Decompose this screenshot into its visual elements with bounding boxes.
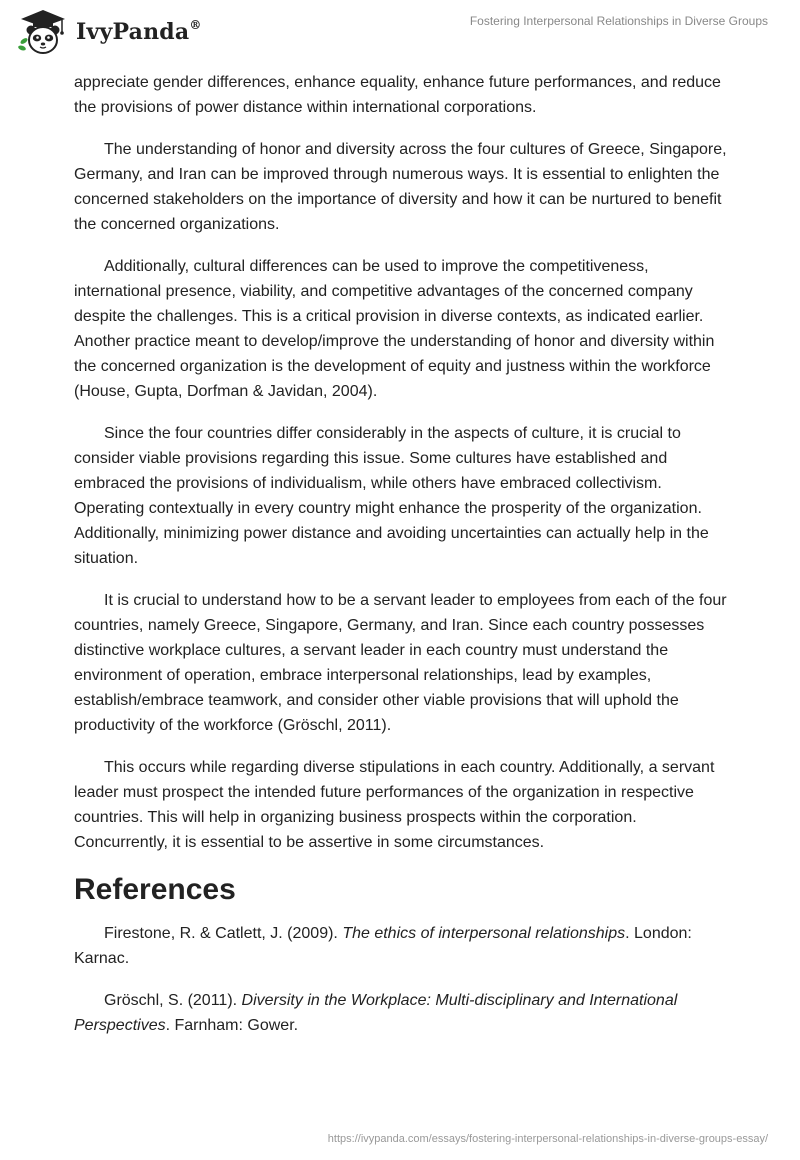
brand-text: IvyPanda [76,19,190,45]
reference-item [74,921,730,971]
registered-mark: ® [189,17,202,32]
source-url-link[interactable]: https://ivypanda.com/essays/fostering-interpersonal-relationships-in-diverse-groups-essay/ [327,1133,768,1145]
body-paragraph: Additionally, cultural differences can be used to improve the competitiveness, international presence, viability, and competitive advantages of the concerned company despite the challenges. This is a critical provision in diverse contexts, as indicated earlier. Another practice meant to develop/improve the understanding of honor and diversity within the concerned organization is the development of equity and justness within the workforce (House, Gupta, Dorfman & Javidan, 2004). [74,258,715,400]
body-paragraph: The understanding of honor and diversity across the four cultures of Greece, Singapore, Germany, and Iran can be improved through numerous ways. It is essential to enlighten the concerned stakeholders on the importance of diversity and how it can be nurtured to benefit the concerned organizations. [74,141,727,233]
references-heading: References [74,873,236,906]
body-paragraph: appreciate gender differences, enhance equality, enhance future performances, and reduce the provisions of power distance within international corporations. [74,74,721,116]
reference-title: Diversity in the Workplace: Multi-disciplinary and International Perspectives [74,992,678,1034]
body-paragraph: This occurs while regarding diverse stipulations in each country. Additionally, a servant leader must prospect the intended future performances of the organization in respective countries. This will help in organizing business prospects within the corporation. Concurrently, it is essential to be assertive in some circumstances. [74,759,715,851]
body-paragraph: Since the four countries differ considerably in the aspects of culture, it is crucial to consider viable provisions regarding this issue. Some cultures have established and embraced the provisions of individualism, while others have embraced collectivism. Operating contextually in every country might enhance the prosperity of the organization. Additionally, minimizing power distance and avoiding uncertainties can actually help in the situation. [74,425,709,567]
ivypanda-logo[interactable] [16,8,202,56]
essay-content [74,70,730,1055]
reference-citation: Gröschl, S. (2011). [104,992,242,1009]
reference-publisher: . London: Karnac. [74,925,692,967]
reference-item [74,988,730,1038]
page-header [0,0,800,64]
document-title: Fostering Interpersonal Relationships in Diverse Groups [469,14,768,28]
body-paragraph: It is crucial to understand how to be a servant leader to employees from each of the four countries, namely Greece, Singapore, Germany, and Iran. Since each country possesses distinctive workplace cultures, a servant leader in each country must understand the environment of operation, embrace interpersonal relationships, lead by examples, establish/embrace teamwork, and consider other viable provisions that will uphold the productivity of the workforce (Gröschl, 2011). [74,592,727,734]
reference-title: The ethics of interpersonal relationships [342,925,626,942]
panda-graduate-icon [16,8,70,56]
reference-citation: Firestone, R. & Catlett, J. (2009). [104,925,343,942]
brand-name [76,19,202,45]
reference-publisher: . Farnham: Gower. [165,1017,299,1034]
